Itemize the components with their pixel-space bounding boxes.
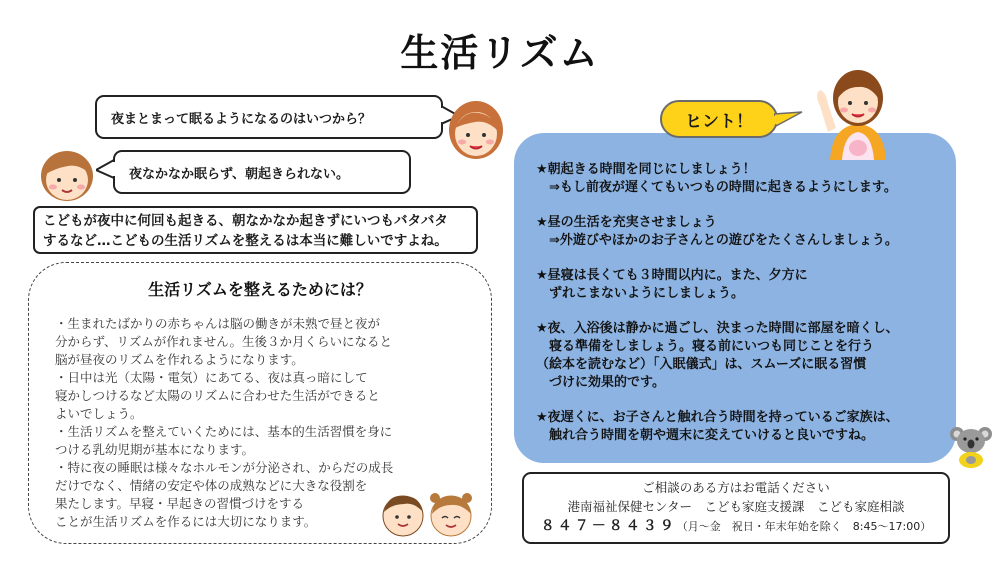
rhythm-item-3: ・生活リズムを整えていくためには、基本的生活習慣を身に つける乳幼児期が基本になります。 (55, 424, 393, 457)
hint-badge-tail (774, 110, 804, 130)
contact-hours: （月～金 祝日・年末年始を除く 8:45～17:00） (676, 520, 932, 533)
rhythm-section-title: 生活リズムを整えるためには？ (148, 280, 372, 299)
question-text-2: 夜なかなか眠らず、朝起きられない。 (129, 166, 349, 182)
child-face-icon (38, 148, 96, 204)
rhythm-item-1: ・生まれたばかりの赤ちゃんは脳の働きが未熟で昼と夜が 分からず、リズムが作れません。生後３か月くらいになると 脳が昼夜のリズムを作れるようになります。 (55, 316, 393, 367)
hint-tip-5: ★夜遅くに、お子さんと触れ合う時間を持っているご家族は、 触れ合う時間を朝や週末に変えていけると良いですね。 (536, 410, 899, 443)
contact-box (522, 472, 950, 544)
rhythm-item-4: ・特に夜の睡眠は様々なホルモンが分泌され、からだの成長 だけでなく、情緒の安定や体の成熟などに大きな役割を 果たします。早寝・早起きの習慣づけをする ことが生活リズムを作るには大切になります。 (55, 460, 394, 529)
hint-tip-1: ★朝起きる時間を同じにしましょう！ ⇒もし前夜が遅くてもいつもの時間に起きるようにします。 (536, 162, 897, 195)
mother-waving-icon (812, 64, 904, 160)
hint-panel (514, 133, 956, 463)
hint-tip-4: ★夜、入浴後は静かに過ごし、決まった時間に部屋を暗くし、 寝る準備をしましょう。寝る前にいつも同じことを行う （絵本を読むなど）「入眠儀式」は、スムーズに眠る習慣 づけに効果的です。 (536, 321, 899, 390)
rhythm-item-2: ・日中は光（太陽・電気）にあてる、夜は真っ暗にして 寝かしつけるなど太陽のリズムに合わせた生活ができると よいでしょう。 (55, 370, 380, 421)
hint-tips-list (536, 161, 946, 462)
hint-tip-2: ★昼の生活を充実させましょう ⇒外遊びやほかのお子さんとの遊びをたくさんしましょう。 (536, 215, 898, 248)
bubble-tail-2 (96, 158, 115, 180)
page-title: 生活リズム (400, 31, 600, 75)
worry-note-box (33, 206, 478, 254)
contact-office: 港南福祉保健センター こども家庭支援課 こども家庭相談 (567, 499, 905, 514)
hint-tip-3: ★昼寝は長くても３時間以内に。また、夕方に ずれこまないようにしましょう。 (536, 268, 808, 301)
hint-badge: ヒント！ (660, 100, 778, 138)
contact-prompt: ご相談のある方はお電話ください (642, 480, 830, 495)
children-faces-icon (378, 490, 478, 538)
question-bubble-1 (95, 95, 443, 139)
mother-face-icon (447, 98, 505, 160)
note-line-1: こどもが夜中に何回も起きる、朝なかなか起きずにいつもバタバタ (43, 213, 448, 229)
contact-phone-number[interactable]: ８４７－８４３９ (540, 518, 677, 534)
note-line-2: するなど…こどもの生活リズムを整えるは本当に難しいですよね。 (43, 233, 448, 249)
koala-mascot-icon (950, 424, 992, 468)
question-bubble-2 (113, 150, 411, 194)
question-text-1: 夜まとまって眠るようになるのはいつから？ (111, 111, 372, 127)
